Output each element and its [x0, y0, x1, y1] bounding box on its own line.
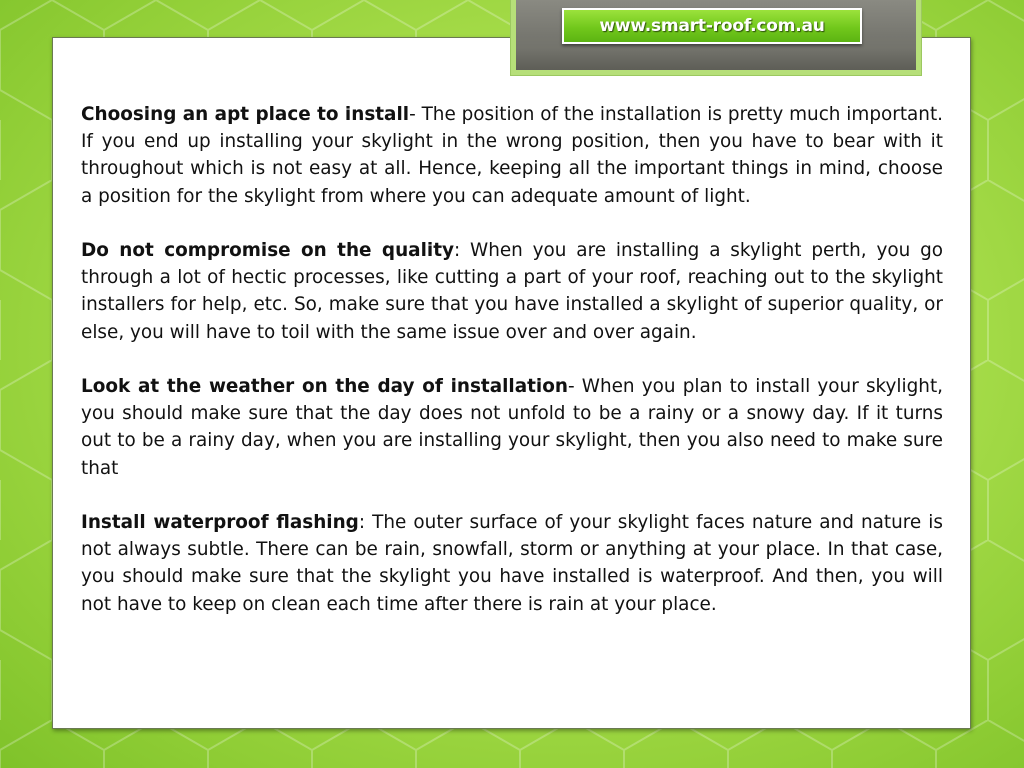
paragraph-heading: Do not compromise on the quality [81, 240, 454, 261]
paragraph-flashing [81, 509, 943, 618]
paragraph-apt-place [81, 101, 943, 210]
paragraph-text: When you plan to install your skylight, you should make sure that the day does not unfold to be a rainy or a snowy day. If it turns out to be a rainy day, when you are installing your skylight, then you also need to make sure that [81, 376, 944, 479]
paragraph-text: When you are installing a skylight perth, you go through a lot of hectic processes, like cutting a part of your roof, reaching out to the skylight installers for help, etc. So, make sure that you have installed a skylight of superior quality, or else, you will have to toil with the same issue over and over again. [81, 240, 944, 343]
paragraph-weather [81, 373, 943, 482]
article-body [81, 101, 943, 618]
paragraph-quality [81, 237, 943, 346]
paragraph-text: The position of the installation is pretty much important. If you end up installing your skylight in the wrong position, then you have to bear with it throughout which is not easy at all. Hence, keeping all the important things in mind, choose a position for the skylight from where you can adequate amount of light. [81, 104, 944, 207]
paragraph-separator: - [567, 376, 575, 397]
website-link-button[interactable]: www.smart-roof.com.au [562, 8, 862, 44]
paragraph-heading: Look at the weather on the day of installation [81, 376, 568, 397]
paragraph-separator: : [358, 512, 366, 533]
paragraph-separator: : [453, 240, 461, 261]
paragraph-text: The outer surface of your skylight faces nature and nature is not always subtle. There can be rain, snowfall, storm or anything at your place. In that case, you should make sure that the skylight you have installed is waterproof. And then, you will not have to keep on clean each time after there is rain at your place. [81, 512, 944, 615]
paragraph-heading: Install waterproof flashing [81, 512, 359, 533]
paragraph-separator: - [409, 104, 416, 125]
paragraph-heading: Choosing an apt place to install [81, 104, 410, 125]
